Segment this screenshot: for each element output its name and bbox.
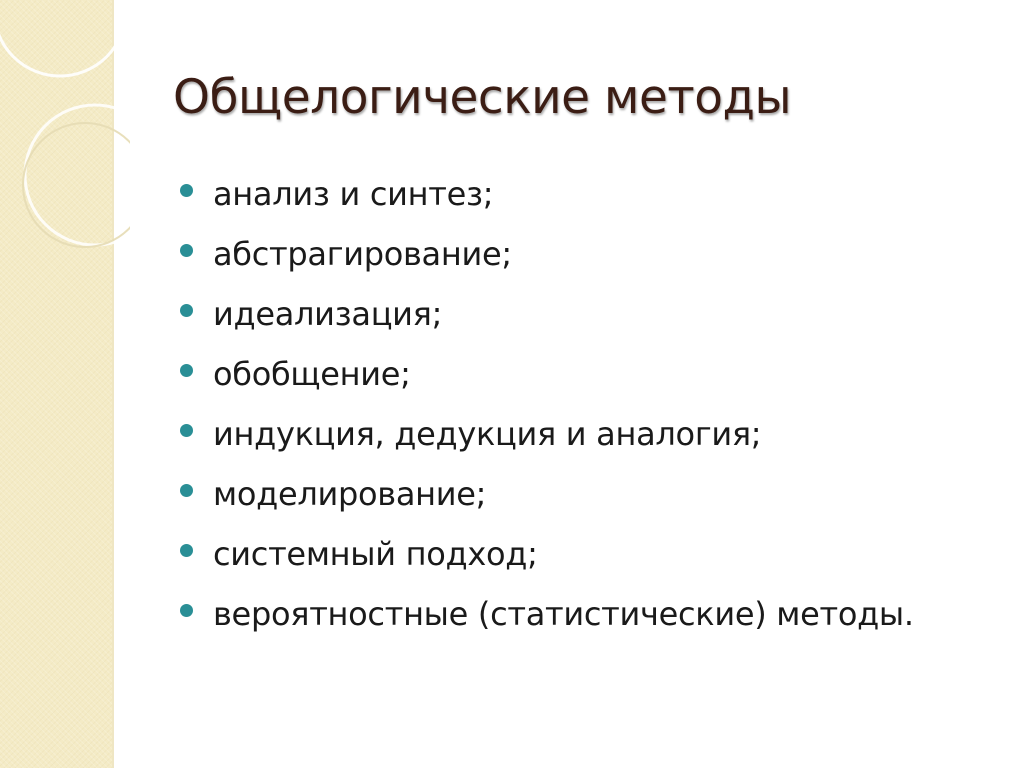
slide-title: Общелогические методы	[173, 70, 792, 125]
list-item-text: идеализация;	[213, 295, 443, 333]
list-item	[180, 532, 914, 592]
list-item	[180, 232, 914, 292]
list-item	[180, 592, 914, 652]
decorative-circles-icon	[0, 0, 130, 260]
list-item	[180, 412, 914, 472]
list-item-text: абстрагирование;	[213, 235, 512, 273]
bullet-dot-icon	[180, 364, 193, 377]
bullet-dot-icon	[180, 484, 193, 497]
bullet-list	[180, 172, 914, 652]
bullet-dot-icon	[180, 604, 193, 617]
list-item	[180, 472, 914, 532]
list-item-text: вероятностные (статистические) методы.	[213, 595, 914, 633]
bullet-dot-icon	[180, 184, 193, 197]
bullet-dot-icon	[180, 244, 193, 257]
list-item	[180, 292, 914, 352]
list-item-text: системный подход;	[213, 535, 538, 573]
list-item	[180, 352, 914, 412]
list-item-text: обобщение;	[213, 355, 411, 393]
list-item	[180, 172, 914, 232]
bullet-dot-icon	[180, 304, 193, 317]
list-item-text: индукция, дедукция и аналогия;	[213, 415, 762, 453]
bullet-dot-icon	[180, 424, 193, 437]
list-item-text: анализ и синтез;	[213, 175, 494, 213]
list-item-text: моделирование;	[213, 475, 487, 513]
bullet-dot-icon	[180, 544, 193, 557]
